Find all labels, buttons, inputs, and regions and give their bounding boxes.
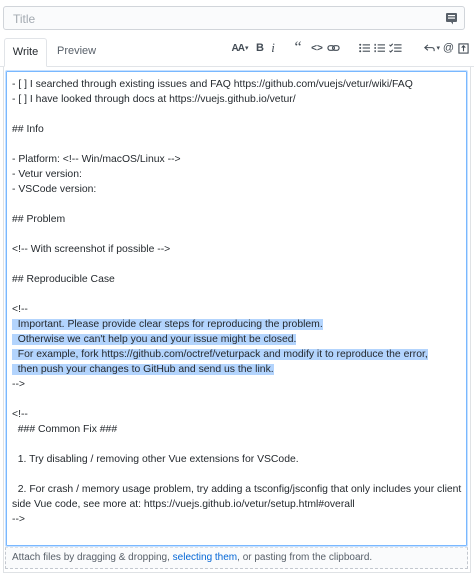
reference-icon[interactable] bbox=[457, 40, 469, 56]
attach-prefix: Attach files by dragging & dropping, bbox=[12, 552, 173, 563]
editor-line bbox=[12, 347, 428, 362]
selected-text: then push your changes to GitHub and send us the link. bbox=[12, 364, 274, 375]
bold-label: B bbox=[256, 42, 264, 54]
markdown-toolbar bbox=[0, 38, 474, 58]
editor-line: ### Common Fix ### bbox=[12, 424, 118, 435]
editor-line: side Vue code, see more at: https://vuejs.github.io/vetur/setup.html#overall bbox=[12, 499, 355, 510]
select-files-link[interactable]: selecting them bbox=[172, 552, 238, 563]
editor-line: <!-- bbox=[12, 409, 28, 420]
attach-suffix: , or pasting from the clipboard. bbox=[237, 552, 373, 563]
editor-line: --> bbox=[12, 514, 25, 525]
header-label: AA bbox=[231, 42, 244, 54]
title-input[interactable] bbox=[3, 6, 465, 30]
quote-icon[interactable] bbox=[292, 40, 304, 56]
ordered-list-icon[interactable] bbox=[373, 40, 385, 56]
editor-line: <!-- bbox=[12, 304, 28, 315]
editor-line: - Vetur version: bbox=[12, 169, 82, 180]
editor-line bbox=[12, 332, 296, 347]
editor-panel bbox=[3, 67, 471, 573]
mention-icon[interactable]: @ bbox=[442, 42, 455, 54]
editor-line: 1. Try disabling / removing other Vue extensions for VSCode. bbox=[12, 454, 299, 465]
editor-line: ## Reproducible Case bbox=[12, 274, 115, 285]
editor-line bbox=[12, 317, 323, 332]
selected-text: For example, fork https://github.com/octref/veturpack and modify it to reproduce the error, bbox=[12, 349, 428, 360]
editor-line: - VSCode version: bbox=[12, 184, 97, 195]
editor-line: - [ ] I have looked through docs at https://vuejs.github.io/vetur/ bbox=[12, 94, 296, 105]
selected-text: Important. Please provide clear steps for reproducing the problem. bbox=[12, 319, 323, 330]
tab-write[interactable]: Write bbox=[4, 38, 47, 67]
editor-line: --> bbox=[12, 379, 25, 390]
link-icon[interactable] bbox=[326, 40, 340, 56]
quote-label: “ bbox=[294, 39, 302, 56]
selected-text: Otherwise we can't help you and your issue might be closed. bbox=[12, 334, 297, 345]
attach-files-bar[interactable] bbox=[5, 547, 468, 569]
code-label: <> bbox=[311, 42, 323, 54]
editor-line: ## Problem bbox=[12, 214, 66, 225]
task-list-icon[interactable] bbox=[388, 40, 402, 56]
code-icon[interactable] bbox=[310, 40, 324, 56]
editor-line: <!-- With screenshot if possible --> bbox=[12, 244, 171, 255]
italic-label: i bbox=[271, 40, 275, 55]
editor-line: - [ ] I searched through existing issues and FAQ https://github.com/vuejs/vetur/wiki/FAQ bbox=[12, 79, 413, 90]
editor-line: 2. For crash / memory usage problem, try adding a tsconfig/jsconfig that only includes your client bbox=[12, 484, 462, 495]
bold-icon[interactable] bbox=[254, 40, 266, 56]
editor-line: ## Info bbox=[12, 124, 44, 135]
unordered-list-icon[interactable] bbox=[358, 40, 370, 56]
comment-textarea[interactable] bbox=[5, 70, 468, 547]
title-placeholder: Title bbox=[13, 12, 36, 26]
editor-line bbox=[12, 362, 274, 377]
saved-replies-icon[interactable] bbox=[445, 12, 458, 25]
header-icon[interactable]: AA ▾ bbox=[231, 42, 249, 54]
reply-icon[interactable]: ▾ bbox=[424, 40, 440, 56]
tab-preview[interactable]: Preview bbox=[57, 45, 97, 57]
italic-icon[interactable] bbox=[268, 40, 278, 56]
editor-line: - Platform: <!-- Win/macOS/Linux --> bbox=[12, 154, 181, 165]
